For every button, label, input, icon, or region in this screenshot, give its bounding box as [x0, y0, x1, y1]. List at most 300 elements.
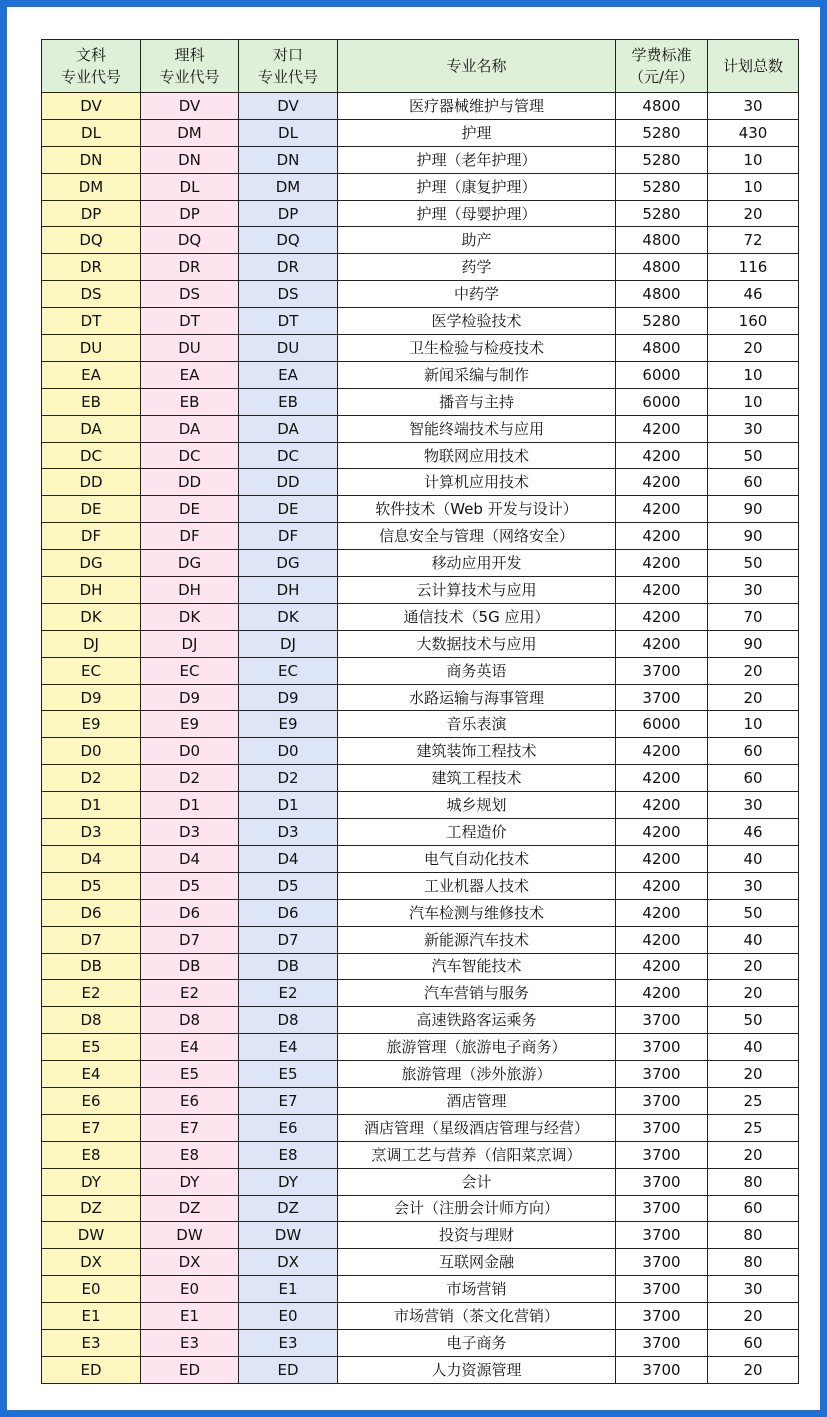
cell-plan-total: 25: [708, 1114, 799, 1141]
table-row: [42, 1114, 799, 1141]
cell-like-code: E6: [141, 1087, 239, 1114]
cell-wenke-code: EB: [42, 388, 141, 415]
cell-plan-total: 10: [708, 173, 799, 200]
cell-like-code: DK: [141, 603, 239, 630]
cell-tuition: 6000: [616, 711, 708, 738]
cell-plan-total: 60: [708, 765, 799, 792]
cell-tuition: 4800: [616, 93, 708, 120]
cell-tuition: 4200: [616, 899, 708, 926]
cell-like-code: EA: [141, 361, 239, 388]
cell-plan-total: 72: [708, 227, 799, 254]
cell-duikou-code: D4: [239, 845, 338, 872]
cell-wenke-code: DG: [42, 550, 141, 577]
cell-plan-total: 50: [708, 1007, 799, 1034]
cell-major-name: 音乐表演: [338, 711, 616, 738]
cell-wenke-code: E8: [42, 1141, 141, 1168]
cell-tuition: 4200: [616, 845, 708, 872]
cell-plan-total: 80: [708, 1249, 799, 1276]
cell-major-name: 人力资源管理: [338, 1356, 616, 1383]
cell-wenke-code: E0: [42, 1276, 141, 1303]
cell-tuition: 4200: [616, 523, 708, 550]
cell-tuition: 3700: [616, 1087, 708, 1114]
cell-duikou-code: DN: [239, 146, 338, 173]
cell-plan-total: 25: [708, 1087, 799, 1114]
table-row: [42, 254, 799, 281]
cell-wenke-code: D5: [42, 872, 141, 899]
cell-tuition: 5280: [616, 308, 708, 335]
cell-tuition: 5280: [616, 119, 708, 146]
cell-duikou-code: DL: [239, 119, 338, 146]
table-row: [42, 550, 799, 577]
cell-wenke-code: DW: [42, 1222, 141, 1249]
table-row: [42, 281, 799, 308]
cell-like-code: D2: [141, 765, 239, 792]
cell-wenke-code: EA: [42, 361, 141, 388]
cell-tuition: 4200: [616, 738, 708, 765]
table-row: [42, 388, 799, 415]
cell-wenke-code: D0: [42, 738, 141, 765]
cell-duikou-code: E5: [239, 1061, 338, 1088]
cell-plan-total: 90: [708, 523, 799, 550]
cell-like-code: DR: [141, 254, 239, 281]
cell-wenke-code: DM: [42, 173, 141, 200]
table-row: [42, 711, 799, 738]
cell-wenke-code: E2: [42, 980, 141, 1007]
header-like-line1: 理科: [174, 46, 205, 64]
cell-like-code: DP: [141, 200, 239, 227]
cell-plan-total: 60: [708, 1195, 799, 1222]
cell-tuition: 3700: [616, 1007, 708, 1034]
cell-wenke-code: EC: [42, 657, 141, 684]
cell-wenke-code: DA: [42, 415, 141, 442]
cell-like-code: DS: [141, 281, 239, 308]
cell-like-code: D1: [141, 792, 239, 819]
cell-tuition: 4200: [616, 577, 708, 604]
cell-tuition: 4200: [616, 496, 708, 523]
cell-plan-total: 116: [708, 254, 799, 281]
cell-plan-total: 20: [708, 1303, 799, 1330]
cell-duikou-code: DU: [239, 335, 338, 362]
cell-tuition: 4200: [616, 469, 708, 496]
cell-like-code: DJ: [141, 630, 239, 657]
cell-major-name: 移动应用开发: [338, 550, 616, 577]
cell-duikou-code: DP: [239, 200, 338, 227]
cell-major-name: 商务英语: [338, 657, 616, 684]
cell-like-code: DH: [141, 577, 239, 604]
cell-wenke-code: DP: [42, 200, 141, 227]
header-tuition-line2: （元/年）: [628, 68, 695, 86]
table-row: [42, 93, 799, 120]
cell-tuition: 3700: [616, 1195, 708, 1222]
cell-tuition: 3700: [616, 1329, 708, 1356]
table-row: [42, 1061, 799, 1088]
table-row: [42, 308, 799, 335]
cell-major-name: 大数据技术与应用: [338, 630, 616, 657]
cell-wenke-code: DD: [42, 469, 141, 496]
cell-wenke-code: E3: [42, 1329, 141, 1356]
cell-wenke-code: DB: [42, 953, 141, 980]
cell-major-name: 工程造价: [338, 819, 616, 846]
table-row: [42, 792, 799, 819]
cell-duikou-code: DV: [239, 93, 338, 120]
cell-tuition: 4200: [616, 442, 708, 469]
cell-major-name: 会计（注册会计师方向）: [338, 1195, 616, 1222]
cell-wenke-code: E9: [42, 711, 141, 738]
cell-wenke-code: DR: [42, 254, 141, 281]
cell-plan-total: 40: [708, 1034, 799, 1061]
table-row: [42, 765, 799, 792]
cell-plan-total: 30: [708, 792, 799, 819]
header-wenke-line1: 文科: [75, 46, 106, 64]
cell-like-code: DU: [141, 335, 239, 362]
cell-duikou-code: DW: [239, 1222, 338, 1249]
cell-plan-total: 10: [708, 388, 799, 415]
header-major-name: 专业名称: [338, 40, 616, 93]
cell-major-name: 医学检验技术: [338, 308, 616, 335]
table-row: [42, 1356, 799, 1383]
cell-duikou-code: E7: [239, 1087, 338, 1114]
table-header: [42, 40, 799, 93]
cell-major-name: 工业机器人技术: [338, 872, 616, 899]
cell-tuition: 3700: [616, 1276, 708, 1303]
cell-tuition: 6000: [616, 361, 708, 388]
cell-major-name: 播音与主持: [338, 388, 616, 415]
cell-wenke-code: D6: [42, 899, 141, 926]
cell-major-name: 智能终端技术与应用: [338, 415, 616, 442]
cell-tuition: 6000: [616, 388, 708, 415]
table-row: [42, 630, 799, 657]
cell-tuition: 3700: [616, 1034, 708, 1061]
cell-like-code: DY: [141, 1168, 239, 1195]
cell-tuition: 4800: [616, 335, 708, 362]
cell-plan-total: 50: [708, 442, 799, 469]
cell-plan-total: 60: [708, 738, 799, 765]
cell-plan-total: 10: [708, 711, 799, 738]
cell-tuition: 3700: [616, 1061, 708, 1088]
cell-tuition: 4200: [616, 603, 708, 630]
cell-like-code: DA: [141, 415, 239, 442]
cell-tuition: 3700: [616, 1303, 708, 1330]
cell-wenke-code: DJ: [42, 630, 141, 657]
cell-duikou-code: DH: [239, 577, 338, 604]
cell-major-name: 药学: [338, 254, 616, 281]
cell-like-code: E3: [141, 1329, 239, 1356]
cell-major-name: 城乡规划: [338, 792, 616, 819]
cell-plan-total: 20: [708, 684, 799, 711]
table-row: [42, 442, 799, 469]
cell-duikou-code: D7: [239, 926, 338, 953]
cell-wenke-code: DE: [42, 496, 141, 523]
cell-plan-total: 160: [708, 308, 799, 335]
cell-like-code: D8: [141, 1007, 239, 1034]
cell-plan-total: 20: [708, 200, 799, 227]
table-row: [42, 684, 799, 711]
header-duikou-code: [239, 40, 338, 93]
table-row: [42, 146, 799, 173]
table-row: [42, 738, 799, 765]
table-row: [42, 603, 799, 630]
cell-duikou-code: D1: [239, 792, 338, 819]
table-row: [42, 1007, 799, 1034]
cell-like-code: DC: [141, 442, 239, 469]
cell-major-name: 通信技术（5G 应用）: [338, 603, 616, 630]
cell-tuition: 4200: [616, 550, 708, 577]
cell-wenke-code: E7: [42, 1114, 141, 1141]
cell-wenke-code: D2: [42, 765, 141, 792]
cell-duikou-code: D6: [239, 899, 338, 926]
cell-plan-total: 40: [708, 926, 799, 953]
cell-wenke-code: E6: [42, 1087, 141, 1114]
table-row: [42, 361, 799, 388]
cell-duikou-code: DS: [239, 281, 338, 308]
header-plan-total: 计划总数: [708, 40, 799, 93]
header-tuition-line1: 学费标准: [631, 46, 692, 64]
cell-tuition: 4200: [616, 819, 708, 846]
table-row: [42, 577, 799, 604]
cell-tuition: 3700: [616, 1222, 708, 1249]
cell-plan-total: 10: [708, 146, 799, 173]
cell-duikou-code: D2: [239, 765, 338, 792]
cell-duikou-code: EB: [239, 388, 338, 415]
cell-major-name: 医疗器械维护与管理: [338, 93, 616, 120]
cell-like-code: EC: [141, 657, 239, 684]
cell-plan-total: 20: [708, 1141, 799, 1168]
cell-tuition: 5280: [616, 200, 708, 227]
cell-like-code: D6: [141, 899, 239, 926]
cell-major-name: 建筑装饰工程技术: [338, 738, 616, 765]
table-row: [42, 173, 799, 200]
cell-plan-total: 20: [708, 1061, 799, 1088]
cell-major-name: 计算机应用技术: [338, 469, 616, 496]
table-row: [42, 415, 799, 442]
cell-duikou-code: DY: [239, 1168, 338, 1195]
table-row: [42, 523, 799, 550]
cell-like-code: DD: [141, 469, 239, 496]
table-row: [42, 119, 799, 146]
cell-wenke-code: DH: [42, 577, 141, 604]
enrollment-plan-table: [41, 39, 799, 1384]
cell-wenke-code: DS: [42, 281, 141, 308]
cell-major-name: 软件技术（Web 开发与设计）: [338, 496, 616, 523]
cell-like-code: DE: [141, 496, 239, 523]
cell-major-name: 市场营销: [338, 1276, 616, 1303]
cell-duikou-code: E3: [239, 1329, 338, 1356]
cell-tuition: 4800: [616, 227, 708, 254]
cell-tuition: 4200: [616, 765, 708, 792]
cell-duikou-code: E6: [239, 1114, 338, 1141]
cell-major-name: 旅游管理（旅游电子商务）: [338, 1034, 616, 1061]
header-like-code: [141, 40, 239, 93]
cell-duikou-code: DA: [239, 415, 338, 442]
cell-duikou-code: DZ: [239, 1195, 338, 1222]
cell-duikou-code: DJ: [239, 630, 338, 657]
cell-duikou-code: E2: [239, 980, 338, 1007]
header-wenke-line2: 专业代号: [60, 68, 121, 86]
header-wenke-code: [42, 40, 141, 93]
cell-wenke-code: ED: [42, 1356, 141, 1383]
cell-tuition: 4200: [616, 926, 708, 953]
cell-tuition: 4200: [616, 953, 708, 980]
cell-major-name: 新闻采编与制作: [338, 361, 616, 388]
cell-plan-total: 60: [708, 1329, 799, 1356]
cell-wenke-code: DF: [42, 523, 141, 550]
cell-wenke-code: E5: [42, 1034, 141, 1061]
cell-duikou-code: DF: [239, 523, 338, 550]
cell-wenke-code: D9: [42, 684, 141, 711]
cell-major-name: 旅游管理（涉外旅游）: [338, 1061, 616, 1088]
cell-plan-total: 10: [708, 361, 799, 388]
cell-duikou-code: DG: [239, 550, 338, 577]
table-row: [42, 200, 799, 227]
cell-like-code: E7: [141, 1114, 239, 1141]
cell-duikou-code: DC: [239, 442, 338, 469]
cell-duikou-code: D5: [239, 872, 338, 899]
cell-tuition: 5280: [616, 146, 708, 173]
cell-plan-total: 46: [708, 281, 799, 308]
cell-major-name: 云计算技术与应用: [338, 577, 616, 604]
table-row: [42, 953, 799, 980]
table-row: [42, 845, 799, 872]
cell-plan-total: 20: [708, 953, 799, 980]
cell-tuition: 4200: [616, 872, 708, 899]
cell-wenke-code: DZ: [42, 1195, 141, 1222]
cell-wenke-code: E1: [42, 1303, 141, 1330]
cell-duikou-code: EA: [239, 361, 338, 388]
table-row: [42, 1303, 799, 1330]
cell-plan-total: 30: [708, 93, 799, 120]
cell-like-code: DG: [141, 550, 239, 577]
cell-like-code: E4: [141, 1034, 239, 1061]
cell-wenke-code: D4: [42, 845, 141, 872]
cell-plan-total: 50: [708, 899, 799, 926]
cell-like-code: E2: [141, 980, 239, 1007]
cell-tuition: 4200: [616, 980, 708, 1007]
cell-wenke-code: DL: [42, 119, 141, 146]
cell-like-code: E5: [141, 1061, 239, 1088]
cell-plan-total: 40: [708, 845, 799, 872]
cell-duikou-code: DB: [239, 953, 338, 980]
table-row: [42, 1276, 799, 1303]
cell-duikou-code: D3: [239, 819, 338, 846]
cell-like-code: DZ: [141, 1195, 239, 1222]
cell-like-code: DX: [141, 1249, 239, 1276]
cell-plan-total: 80: [708, 1168, 799, 1195]
cell-like-code: D5: [141, 872, 239, 899]
table-row: [42, 227, 799, 254]
cell-major-name: 卫生检验与检疫技术: [338, 335, 616, 362]
cell-tuition: 4200: [616, 415, 708, 442]
cell-major-name: 市场营销（茶文化营销）: [338, 1303, 616, 1330]
cell-duikou-code: DT: [239, 308, 338, 335]
table-row: [42, 1249, 799, 1276]
cell-plan-total: 20: [708, 335, 799, 362]
cell-like-code: D9: [141, 684, 239, 711]
table-row: [42, 1034, 799, 1061]
table-row: [42, 496, 799, 523]
cell-plan-total: 20: [708, 657, 799, 684]
cell-like-code: DL: [141, 173, 239, 200]
cell-tuition: 3700: [616, 684, 708, 711]
table-row: [42, 1195, 799, 1222]
cell-plan-total: 50: [708, 550, 799, 577]
cell-plan-total: 30: [708, 872, 799, 899]
cell-plan-total: 60: [708, 469, 799, 496]
cell-wenke-code: E4: [42, 1061, 141, 1088]
table-row: [42, 819, 799, 846]
cell-wenke-code: DU: [42, 335, 141, 362]
cell-duikou-code: DQ: [239, 227, 338, 254]
table-row: [42, 1087, 799, 1114]
cell-duikou-code: EC: [239, 657, 338, 684]
cell-like-code: DM: [141, 119, 239, 146]
cell-duikou-code: ED: [239, 1356, 338, 1383]
cell-plan-total: 80: [708, 1222, 799, 1249]
cell-major-name: 汽车营销与服务: [338, 980, 616, 1007]
cell-like-code: DB: [141, 953, 239, 980]
cell-major-name: 建筑工程技术: [338, 765, 616, 792]
cell-like-code: E8: [141, 1141, 239, 1168]
cell-wenke-code: DX: [42, 1249, 141, 1276]
header-tuition: [616, 40, 708, 93]
cell-plan-total: 90: [708, 630, 799, 657]
cell-plan-total: 30: [708, 415, 799, 442]
cell-wenke-code: D8: [42, 1007, 141, 1034]
cell-duikou-code: DD: [239, 469, 338, 496]
cell-tuition: 4200: [616, 792, 708, 819]
cell-like-code: DF: [141, 523, 239, 550]
cell-wenke-code: DY: [42, 1168, 141, 1195]
cell-major-name: 护理（老年护理）: [338, 146, 616, 173]
cell-like-code: D3: [141, 819, 239, 846]
cell-wenke-code: D7: [42, 926, 141, 953]
cell-like-code: E1: [141, 1303, 239, 1330]
cell-duikou-code: DE: [239, 496, 338, 523]
cell-major-name: 酒店管理（星级酒店管理与经营）: [338, 1114, 616, 1141]
cell-tuition: 4800: [616, 281, 708, 308]
cell-major-name: 电子商务: [338, 1329, 616, 1356]
cell-tuition: 5280: [616, 173, 708, 200]
cell-tuition: 3700: [616, 1114, 708, 1141]
cell-like-code: DV: [141, 93, 239, 120]
table-row: [42, 980, 799, 1007]
cell-major-name: 汽车检测与维修技术: [338, 899, 616, 926]
cell-duikou-code: DM: [239, 173, 338, 200]
cell-wenke-code: D1: [42, 792, 141, 819]
cell-duikou-code: D0: [239, 738, 338, 765]
cell-major-name: 新能源汽车技术: [338, 926, 616, 953]
cell-duikou-code: D8: [239, 1007, 338, 1034]
cell-like-code: D4: [141, 845, 239, 872]
header-duikou-line1: 对口: [272, 46, 303, 64]
cell-major-name: 高速铁路客运乘务: [338, 1007, 616, 1034]
cell-plan-total: 46: [708, 819, 799, 846]
cell-major-name: 水路运输与海事管理: [338, 684, 616, 711]
table-row: [42, 899, 799, 926]
cell-duikou-code: DK: [239, 603, 338, 630]
cell-duikou-code: DX: [239, 1249, 338, 1276]
table-row: [42, 1141, 799, 1168]
cell-like-code: DN: [141, 146, 239, 173]
cell-like-code: DT: [141, 308, 239, 335]
cell-plan-total: 90: [708, 496, 799, 523]
cell-like-code: DQ: [141, 227, 239, 254]
header-duikou-line2: 专业代号: [257, 68, 318, 86]
cell-wenke-code: DK: [42, 603, 141, 630]
table-row: [42, 872, 799, 899]
cell-like-code: E9: [141, 711, 239, 738]
cell-plan-total: 30: [708, 577, 799, 604]
cell-major-name: 酒店管理: [338, 1087, 616, 1114]
